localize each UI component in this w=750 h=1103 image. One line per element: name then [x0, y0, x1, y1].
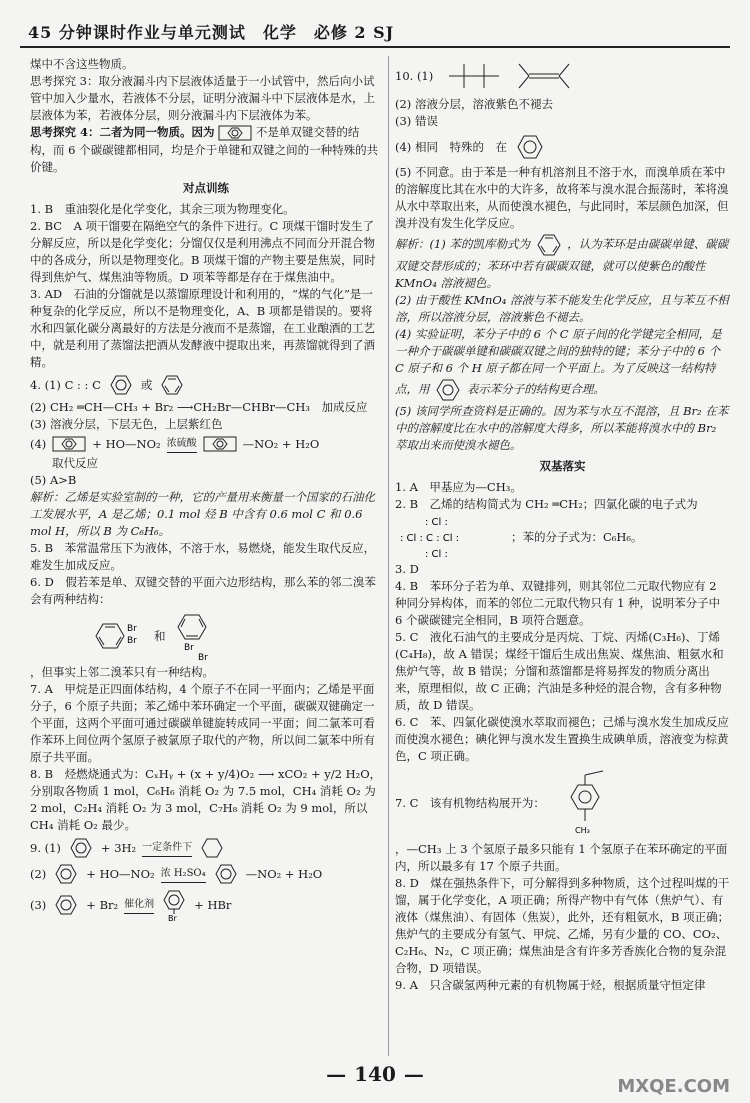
- basic-4: 4. B 苯环分子若为单、双键排列，则其邻位二元取代物应有 2 种同分异构体，而苯的邻位二元取代物只有 1 种，说明苯分子中 6 个碳碳键完全相同，B 项符合题意。: [395, 579, 721, 627]
- basic-2-formula: : Cl : : Cl : C : Cl : : Cl : ；苯的分子式为：C₆H₆。: [395, 515, 730, 559]
- answer-2: 2. BC A 项干馏要在隔绝空气的条件下进行。C 项煤干馏时发生了分解反应，所以是化学变化；分馏仅仅是利用沸点不同而分开混合物中的各成分，所以是物理变化。B 项煤干馏的产物主要是焦炭，同时得到焦炉气、煤焦油等物质。D 项苯等都是存在于煤焦油中。: [30, 219, 376, 284]
- answer-10-5: (5) 不同意。由于苯是一种有机溶剂且不溶于水，而溴单质在苯中的溶解度比其在水中的大许多，故将苯与溴水混合振荡时，苯将溴从水中萃取出来，从而使溴水褪色，与此同时，苯层颜色加深，但溴并没有发生化学反应。: [395, 165, 729, 230]
- answer-4-type: 取代反应: [52, 456, 98, 470]
- basic-9: 9. A 只含碳氢两种元素的有机物属于烃，根据质量守恒定律: [395, 978, 706, 992]
- answer-10-analysis-5: (5) 该同学所查资料是正确的。因为苯与水互不混溶，且 Br₂ 在苯中的溶解度比在水中的溶解度大得多，所以苯能将溴水中的 Br₂ 萃取出来而使溴水褪色。: [395, 404, 729, 452]
- answer-10-4: (4) 相同 特殊的 在: [395, 132, 730, 162]
- reaction-condition: 浓硫酸: [167, 435, 197, 453]
- basic-1: 1. A 甲基应为—CH₃。: [395, 480, 522, 494]
- answer-4-4-reaction: (4) + HO—NO₂ 浓硫酸 —NO₂ + H₂O: [30, 435, 382, 453]
- basic-6: 6. C 苯、四氯化碳使溴水萃取而褪色；己烯与溴水发生加成反应而使溴水褪色；碘化钾与溴水发生置换生成碘单质，溶液变为棕黄色，C 项正确。: [395, 715, 729, 763]
- svg-text:Br: Br: [183, 643, 194, 653]
- svg-text:CH₃: CH₃: [574, 826, 590, 835]
- answer-4-label: 4. (1) C : : C: [30, 377, 101, 392]
- text-p3b: 不是单双键交替的结构，而 6 个碳碳键都相同，均是介于单键和双键之间的一种特殊的共价键。: [30, 125, 379, 174]
- benzene-9-3-icon: [52, 893, 80, 917]
- text-p2: 思考探究 3：取分液漏斗内下层液体适量于一小试管中，然后向小试管中加入少量水，若液体不分层，证明分液漏斗中下层液体是水，上层液体为苯，若液体分层，则分液漏斗内下层液体为苯。: [30, 74, 375, 122]
- answer-10-analysis-4: (4) 实验证明，苯分子中的 6 个 C 原子间的化学键完全相同，是一种介于碳碳单键和碳碳双键之间的独特的键；苯分子中的 6 个 C 原子和 6 个 H 原子都在同一个平面上。为了反映这一结构特点，用 表示苯分子的结构更合理。: [395, 326, 730, 403]
- page-number: — 140 —: [326, 1062, 424, 1086]
- answer-10-1: 10. (1): [395, 58, 730, 94]
- answer-8: 8. B 烃燃烧通式为：CₓHᵧ + (x + y/4)O₂ ⟶ xCO₂ + y/2 H₂O，分别取各物质 1 mol，C₆H₆ 消耗 O₂ 为 7.5 mol，CH₄ 消耗 O₂ 为 2 mol，C₂H₄ 消耗 O₂ 为 3 mol，C₇H₈ 消耗 O₂ 为 9 mol，所以 CH₄ 消耗 O₂ 最少。: [30, 767, 382, 832]
- section-title-basics: 双基落实: [539, 459, 586, 473]
- svg-text:: Cl :: : Cl :: [425, 549, 448, 559]
- benzene-circle-icon: [513, 132, 547, 162]
- answer-4-analysis: 解析：乙烯是实验室制的一种，它的产量用来衡量一个国家的石油化工发展水平，A 是乙烯；0.1 mol 烃 B 中含有 0.6 mol C 和 0.6 mol H，所以 B 为 C₆H₆。: [30, 490, 375, 538]
- basic-5: 5. C 液化石油气的主要成分是丙烷、丁烷、丙烯(C₃H₆)、丁烯(C₄H₈)，故 A 错误；煤经干馏后生成出焦炭、煤焦油、粗氨水和焦炉气等，故 B 错误；分馏和蒸馏都是将易挥发的物质分离出来，原理相似，故 C 正确；汽油是多种烃的混合物，含有多种物质，故 D 错误。: [395, 630, 724, 712]
- right-column: [395, 56, 730, 994]
- bromine-label: Br: [168, 914, 177, 922]
- answer-4-or: 或: [140, 377, 153, 392]
- answer-10-analysis-2: (2) 由于酸性 KMnO₄ 溶液与苯不能发生化学反应，且与苯互不相溶，所以溶液分层，溶液紫色不褪去。: [395, 293, 729, 324]
- svg-text:Br: Br: [127, 636, 137, 646]
- styrene-methyl-icon: [551, 767, 631, 839]
- ccl4-electron-formula-icon: [395, 515, 505, 559]
- answer-6-structures: [30, 610, 382, 662]
- page-header: [20, 8, 730, 48]
- bromobenzene-icon: [160, 888, 188, 922]
- basic-2: 2. B 乙烯的结构简式为 CH₂ ═CH₂；四氯化碳的电子式为: [395, 497, 698, 511]
- nitrobenzene-9-2-icon: [212, 862, 240, 886]
- ortho-dibromobenzene-icon: [90, 619, 148, 653]
- answer-10-3: (3) 错误: [395, 114, 438, 128]
- svg-text:: Cl : C : Cl :: : Cl : C : Cl :: [400, 533, 460, 544]
- watermark: MXQE.COM: [617, 1076, 730, 1097]
- benzene-reactant-icon: [52, 435, 86, 453]
- svg-text:Br: Br: [127, 624, 137, 634]
- header-title: 45 分钟课时作业与单元测试 化学 必修 2 SJ: [28, 23, 395, 42]
- section-title-training: 对点训练: [183, 181, 229, 195]
- answer-6a: 6. D 假若苯是单、双键交替的平面六边形结构，那么苯的邻二溴苯会有两种结构：: [30, 575, 376, 606]
- answer-9-3: (3) + Br₂ 催化剂 Br + HBr: [30, 888, 382, 922]
- text-p3: [30, 124, 382, 176]
- basic-3: 3. D: [395, 562, 419, 576]
- answer-1: 1. B 重油裂化是化学变化，其余三项为物理变化。: [30, 202, 295, 216]
- answer-6-and: 和: [154, 628, 166, 643]
- nitrobenzene-icon: [203, 435, 237, 453]
- kekule-structure-icon: [534, 232, 564, 258]
- ortho-dibromobenzene-alt-icon: [172, 610, 212, 662]
- svg-text:: Cl :: : Cl :: [425, 517, 448, 528]
- benzene-ring-icon: [107, 373, 135, 397]
- left-column: [30, 56, 382, 924]
- answer-6c: ，但事实上邻二溴苯只有一种结构。: [30, 665, 214, 679]
- answer-9-1: 9. (1) + 3H₂ 一定条件下: [30, 836, 382, 860]
- answer-4-3: (3) 溶液分层，下层无色，上层紫红色: [30, 417, 223, 431]
- answer-4-2: (2) CH₂ ═CH—CH₃ + Br₂ ⟶CH₂Br—CHBr—CH₃ 加成反应: [30, 400, 368, 414]
- answer-4-formula: [30, 373, 382, 397]
- text-p3a: 思考探究 4：二者为同一物质。因为: [30, 125, 215, 139]
- benzene-icon: [218, 124, 252, 142]
- reaction-product: —NO₂ + H₂O: [242, 436, 320, 451]
- answer-7: 7. A 甲烷是正四面体结构，4 个原子不在同一平面内；乙烯是平面分子，6 个原子共面；苯乙烯中苯环确定一个平面，碳碳双键确定一个平面，这两个平面可通过碳碳单键旋转成同一平面；间二氯苯可看作苯环上间位两个氢原子被氯原子取代的产物，所以间二氯苯中所有原子共平面。: [30, 682, 375, 764]
- answer-5: 5. B 苯常温常压下为液体，不溶于水，易燃烧，能发生取代反应，难发生加成反应。: [30, 541, 376, 572]
- benzene-9-1-icon: [67, 836, 95, 860]
- benzene-structure-icon: [433, 377, 463, 403]
- answer-10-analysis-1: 解析：(1) 苯的凯库勒式为 ，认为苯环是由碳碳单键、碳碳双键交替形成的；苯环中若有碳碳双键，就可以使紫色的酸性 KMnO₄ 溶液褪色。: [395, 232, 730, 292]
- answer-3: 3. AD 石油的分馏就是以蒸馏原理设计和利用的，“煤的气化”是一种复杂的化学反应，所以不是物理变化，A、B 项都是错误的。要将水和四氯化碳分离最好的方法是分液而不是蒸馏，在工业酿酒的工艺中，就是利用了蒸馏法把酒从发酵液中提取出来，再蒸馏就得到了酒精。: [30, 287, 375, 369]
- basic-8: 8. D 煤在强热条件下，可分解得到多种物质，这个过程叫煤的干馏，属于化学变化，A 项正确；所得产物中有气体（焦炉气）、有液体（煤焦油）、有固体（焦炭），此外，还有粗氨水，B 项正确；焦炉气的主要成分有氢气、甲烷、乙烯，另有少量的 CO、CO₂、C₂H₆、N₂，C 项正确；煤焦油是含有许多芳香族化合物的复杂混合物，D 项错误。: [395, 876, 730, 975]
- single-double-bond-icon: [439, 58, 589, 94]
- answer-9-2: (2) + HO—NO₂ 浓 H₂SO₄ —NO₂ + H₂O: [30, 862, 382, 886]
- kekule-benzene-icon: [158, 373, 186, 397]
- benzene-9-2-icon: [52, 862, 80, 886]
- text-p1: 煤中不含这些物质。: [30, 57, 134, 71]
- cyclohexane-icon: [198, 836, 226, 860]
- answer-4-5: (5) A>B: [30, 473, 77, 487]
- column-divider: [388, 56, 389, 1056]
- svg-text:Br: Br: [197, 653, 208, 662]
- reaction-reagent: + HO—NO₂: [92, 436, 161, 451]
- answer-10-2: (2) 溶液分层，溶液紫色不褪去: [395, 97, 553, 111]
- basic-7-text: ，—CH₃ 上 3 个氢原子最多只能有 1 个氢原子在苯环确定的平面内，所以最多有 17 个原子共面。: [395, 842, 728, 873]
- basic-7: 7. C 该有机物结构展开为： CH₃: [395, 767, 730, 839]
